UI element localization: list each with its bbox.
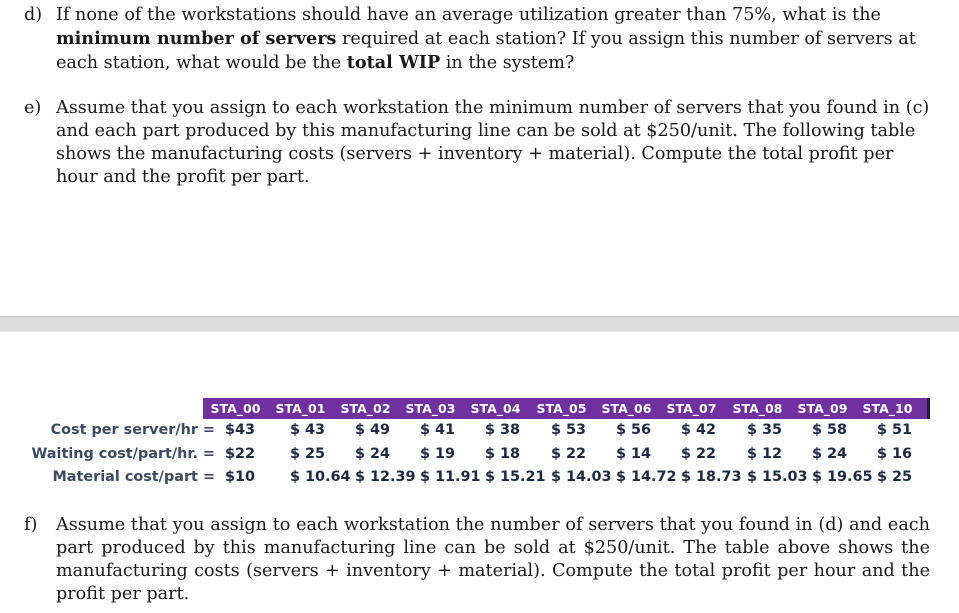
table-cell: $ 18.73 — [681, 469, 742, 485]
table-cell: $ 14 — [616, 446, 652, 462]
table-cell: $ 25 — [877, 469, 913, 485]
station-header: STA_01 — [275, 401, 326, 416]
station-header: STA_08 — [732, 401, 783, 416]
table-cell: $ 51 — [877, 422, 913, 438]
station-header: STA_05 — [536, 401, 587, 416]
table-cell: $ 56 — [616, 422, 652, 438]
table-header-row — [203, 398, 930, 419]
table-cell: $ 15.21 — [485, 469, 546, 485]
question-d — [24, 4, 930, 75]
question-text — [56, 97, 930, 189]
table-cell: $ 49 — [355, 422, 391, 438]
table-cell: $22 — [225, 446, 256, 462]
station-header: STA_03 — [405, 401, 456, 416]
table-cell: $ 19 — [420, 446, 456, 462]
table-cell: $ 12 — [747, 446, 783, 462]
table-cell: $ 24 — [355, 446, 391, 462]
table-cell: $ 16 — [877, 446, 913, 462]
question-text — [56, 514, 930, 606]
question-text — [56, 4, 930, 75]
table-cell: $ 24 — [812, 446, 848, 462]
station-header: STA_02 — [340, 401, 391, 416]
table-cell: $43 — [225, 422, 256, 438]
station-header: STA_10 — [862, 401, 913, 416]
question-text-segment: Assume that you assign to each workstation the minimum number of servers that you found in (c) and each part produced by this manufacturing line can be sold at $250/unit. The following table shows the manufacturing costs (servers + inventory + material). Compute the total profit per hour and the profit per part. — [56, 98, 930, 187]
emphasis-text: total WIP — [346, 52, 441, 73]
table-cell: $ 15.03 — [747, 469, 808, 485]
station-header: STA_09 — [797, 401, 848, 416]
section-divider — [0, 316, 959, 332]
station-header: STA_06 — [601, 401, 652, 416]
question-label: f) — [24, 515, 38, 535]
station-header: STA_00 — [210, 401, 261, 416]
station-header: STA_07 — [666, 401, 717, 416]
table-cell: $ 58 — [812, 422, 848, 438]
question-label: d) — [24, 5, 43, 25]
table-cell: $ 35 — [747, 422, 783, 438]
row-label: Cost per server/hr = — [50, 422, 215, 438]
table-cell: $ 42 — [681, 422, 717, 438]
table-cell: $ 10.64 — [290, 469, 351, 485]
table-cell: $ 38 — [485, 422, 521, 438]
question-text-segment: Assume that you assign to each workstation the number of servers that you found in (d) and each part produced by this manufacturing line can be sold at $250/unit. The table above shows the manufacturing costs (servers + inventory + material). Compute the total profit per hour and the profit per part. — [56, 515, 930, 604]
question-text-segment: required at each station? If you assign this number of servers at each station, what would be the — [56, 29, 916, 73]
table-cell: $ 19.65 — [812, 469, 873, 485]
table-cell: $ 43 — [290, 422, 326, 438]
question-text-segment: If none of the workstations should have an average utilization greater than 75%, what is the — [56, 5, 881, 25]
table-cell: $10 — [225, 469, 256, 485]
question-text-segment: in the system? — [440, 53, 575, 73]
question-f — [24, 514, 930, 606]
row-label: Waiting cost/part/hr. = — [31, 446, 215, 462]
table-cell: $ 22 — [551, 446, 587, 462]
question-label: e) — [24, 98, 42, 118]
table-cell: $ 25 — [290, 446, 326, 462]
emphasis-text: minimum number of servers — [56, 28, 337, 49]
table-cell: $ 11.91 — [420, 469, 481, 485]
table-cell: $ 22 — [681, 446, 717, 462]
table-cell: $ 14.03 — [551, 469, 612, 485]
table-cell: $ 53 — [551, 422, 587, 438]
table-cell: $ 18 — [485, 446, 521, 462]
station-header: STA_04 — [470, 401, 521, 416]
question-e — [24, 97, 930, 189]
table-cell: $ 12.39 — [355, 469, 416, 485]
table-cell: $ 14.72 — [616, 469, 677, 485]
table-cell: $ 41 — [420, 422, 456, 438]
row-label: Material cost/part = — [52, 469, 215, 485]
